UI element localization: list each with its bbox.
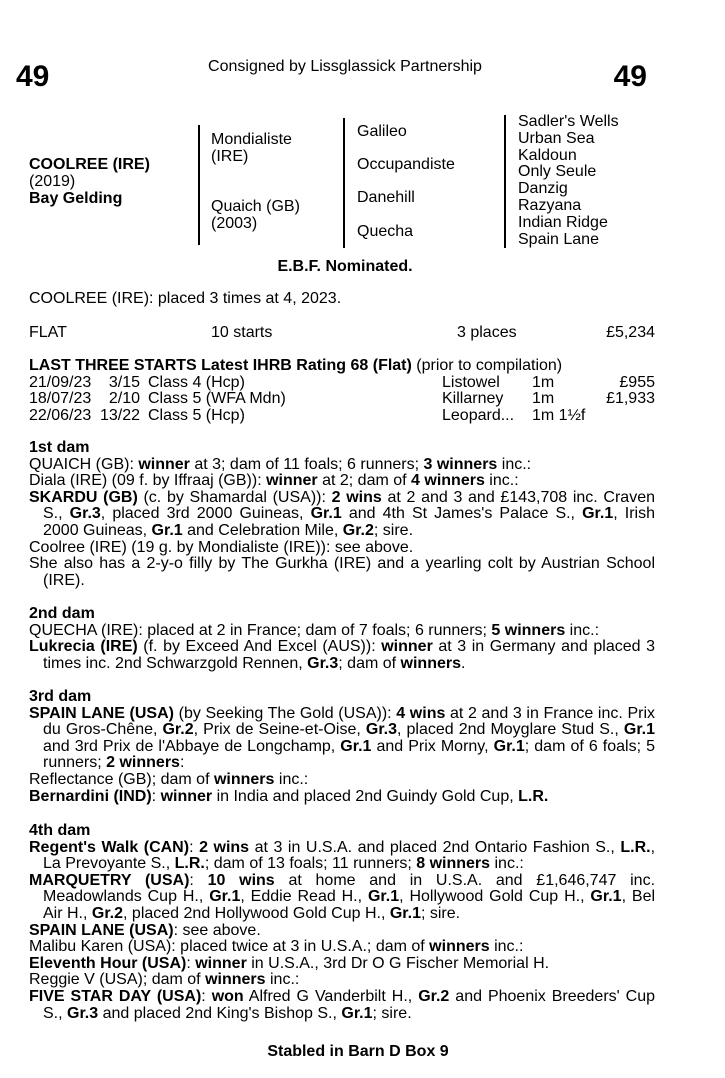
- five-star-day-entry: FIVE STAR DAY (USA): won Alfred G Vanderbilt H., Gr.2 and Phoenix Breeders' Cup S., Gr.3 and placed 2nd King's Bishop S., Gr.1; sire.: [29, 987, 656, 1022]
- pedigree-divider-3: [504, 115, 506, 248]
- pedigree-divider-1: [198, 125, 200, 245]
- ebf-nominated: E.B.F. Nominated.: [277, 258, 413, 275]
- sire-block: [211, 131, 292, 165]
- lot-number-left: 49: [16, 60, 50, 93]
- first-dam-section: [29, 440, 655, 589]
- start-course: Killarney: [442, 390, 504, 407]
- pedigree-divider-2: [343, 118, 345, 248]
- dam-block: [211, 198, 300, 232]
- start-dist: 1m: [532, 374, 555, 391]
- start-class: Class 5 (WFA Mdn): [148, 390, 286, 407]
- start-prize: £955: [619, 374, 655, 391]
- spain-lane-entry: SPAIN LANE (USA) (by Seeking The Gold (USA)): 4 wins at 2 and 3 in France inc. Prix du Gros-Chêne, Gr.2, Prix de Seine-et-Oise, Gr.3, placed 2nd Moyglare Stud S., Gr.1 and 3rd Prix de l'Abbaye de Longchamp, Gr.1 and Prix Morny, Gr.1; dam of 6 foals; 5 runners; 2 winners:: [29, 704, 656, 772]
- sire-name: Mondialiste: [211, 131, 292, 148]
- coolree-line: Coolree (IRE) (19 g. by Mondialiste (IRE)): see above.: [29, 538, 414, 556]
- spain-lane-ref: SPAIN LANE (USA): see above.: [29, 921, 261, 939]
- great-2: Urban Sea: [518, 129, 595, 147]
- dam-name: Quaich (GB): [211, 198, 300, 215]
- last-starts-note: (prior to compilation): [416, 357, 563, 374]
- diala-line: Diala (IRE) (09 f. by Iffraaj (GB)): winner at 2; dam of 4 winners inc.:: [29, 472, 519, 490]
- granddam-1: Occupandiste: [357, 156, 455, 173]
- reggie-v-line: Reggie V (USA); dam of winners inc.:: [29, 971, 300, 989]
- grandsire-1: Galileo: [357, 123, 407, 140]
- great-5: Danzig: [518, 180, 568, 198]
- marquetry-entry: MARQUETRY (USA): 10 wins at home and in U.S.A. and £1,646,747 inc. Meadowlands Cup H., Gr.1, Eddie Read H., Gr.1, Hollywood Gold Cup H., Gr.1, Bel Air H., Gr.2, placed 2nd Hollywood Gold Cup H., Gr.1; sire.: [29, 871, 656, 922]
- grandsire-2: Danehill: [357, 189, 415, 206]
- lot-number-right: 49: [613, 60, 647, 93]
- third-dam-section: [29, 689, 655, 805]
- first-dam-heading: 1st dam: [29, 439, 90, 456]
- flat-label: FLAT: [29, 324, 67, 341]
- horse-name: COOLREE (IRE): [29, 156, 150, 173]
- great-7: Indian Ridge: [518, 213, 608, 231]
- horse-type: Bay Gelding: [29, 190, 123, 207]
- great-3: Kaldoun: [518, 146, 577, 164]
- also-has-line: She also has a 2-y-o filly by The Gurkha (IRE) and a yearling colt by Austrian School (IRE).: [29, 555, 655, 589]
- skardu-entry: SKARDU (GB) (c. by Shamardal (USA)): 2 wins at 2 and 3 and £143,708 inc. Craven S., Gr.3, placed 3rd 2000 Guineas, Gr.1 and 4th St James's Palace S., Gr.1, Irish 2000 Guineas, Gr.1 and Celebration Mile, Gr.2; sire.: [29, 488, 656, 539]
- third-dam-heading: 3rd dam: [29, 688, 92, 705]
- first-dam-line: QUAICH (GB): winner at 3; dam of 11 foals; 6 runners; 3 winners inc.:: [29, 455, 532, 473]
- great-4: Only Seule: [518, 163, 597, 181]
- start-course: Leopard...: [442, 407, 515, 424]
- start-prize: £1,933: [606, 390, 655, 407]
- fourth-dam-heading: 4th dam: [29, 822, 91, 839]
- start-pos: 2/10: [108, 390, 140, 407]
- start-course: Listowel: [442, 374, 500, 391]
- start-pos: 3/15: [108, 374, 140, 391]
- start-dist: 1m: [532, 390, 555, 407]
- start-pos: 13/22: [99, 407, 140, 424]
- start-date: 21/09/23: [29, 374, 92, 391]
- malibu-karen-line: Malibu Karen (USA): placed twice at 3 in U.S.A.; dam of winners inc.:: [29, 938, 524, 956]
- flat-places: 3 places: [457, 324, 517, 341]
- start-dist: 1m 1½f: [532, 407, 586, 424]
- reflectance-line: Reflectance (GB); dam of winners inc.:: [29, 770, 309, 788]
- last-starts-heading: [29, 357, 562, 375]
- start-date: 18/07/23: [29, 390, 92, 407]
- dam-year: (2003): [211, 215, 258, 232]
- regents-walk-entry: Regent's Walk (CAN): 2 wins at 3 in U.S.A. and placed 2nd Ontario Fashion S., L.R., La Prevoyante S., L.R.; dam of 13 foals; 11 runners; 8 winners inc.:: [29, 838, 656, 873]
- summary: COOLREE (IRE): placed 3 times at 4, 2023.: [29, 290, 342, 307]
- last-starts-title: LAST THREE STARTS Latest IHRB Rating 68 (Flat): [29, 357, 412, 374]
- lukrecia-entry: Lukrecia (IRE) (f. by Exceed And Excel (AUS)): winner at 3 in Germany and placed 3 times inc. 2nd Schwarzgold Rennen, Gr.3; dam of winners.: [29, 638, 656, 672]
- second-dam-heading: 2nd dam: [29, 605, 95, 622]
- quecha-line: QUECHA (IRE): placed at 2 in France; dam of 7 foals; 6 runners; 5 winners inc.:: [29, 621, 600, 639]
- flat-earnings: £5,234: [606, 324, 655, 341]
- great-1: Sadler's Wells: [518, 113, 619, 130]
- stabling-footer: Stabled in Barn D Box 9: [267, 1043, 449, 1060]
- sire-origin: (IRE): [211, 148, 249, 165]
- flat-starts: 10 starts: [211, 324, 273, 341]
- horse-year: (2019): [29, 173, 76, 190]
- granddam-2: Quecha: [357, 223, 414, 240]
- start-class: Class 4 (Hcp): [148, 374, 245, 391]
- great-8: Spain Lane: [518, 230, 599, 248]
- horse-info: [29, 156, 150, 207]
- great-6: Razyana: [518, 196, 582, 214]
- eleventh-hour-entry: Eleventh Hour (USA): winner in U.S.A., 3rd Dr O G Fischer Memorial H.: [29, 954, 550, 972]
- bernardini-entry: Bernardini (IND): winner in India and placed 2nd Guindy Gold Cup, L.R.: [29, 787, 549, 805]
- fourth-dam-section: [29, 823, 655, 1022]
- start-class: Class 5 (Hcp): [148, 407, 245, 424]
- consignor: Consigned by Lissglassick Partnership: [208, 58, 482, 75]
- start-date: 22/06/23: [29, 407, 92, 424]
- second-dam-section: [29, 606, 655, 672]
- great-grandparents: [518, 114, 619, 248]
